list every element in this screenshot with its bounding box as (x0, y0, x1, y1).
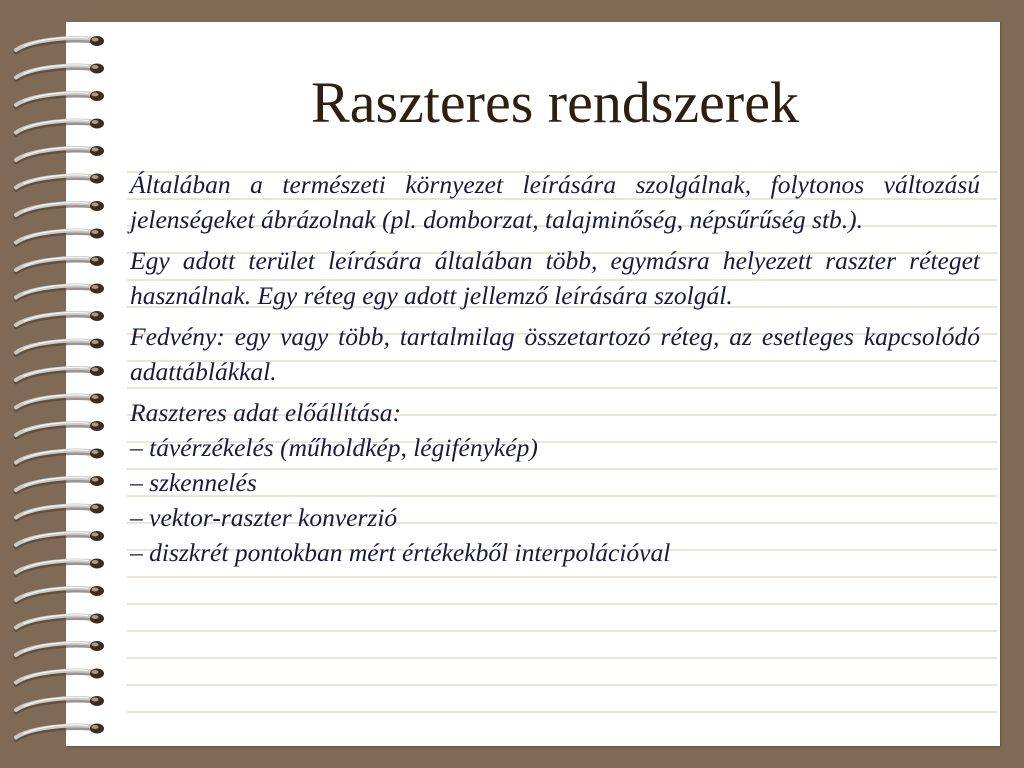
production-heading: Raszteres adat előállítása: (130, 398, 402, 427)
paragraph-coverage: Fedvény: egy vagy több, tartalmilag összetartozó réteg, az esetleges kapcsolódó adattáblákkal. (130, 322, 980, 386)
list-item: – vektor-raszter konverzió (130, 503, 398, 532)
production-list (130, 395, 980, 570)
list-item: – szkennelés (130, 468, 257, 497)
list-item: – távérzékelés (műholdkép, légifénykép) (130, 433, 538, 462)
paragraph-raster-usage: Általában a természeti környezet leírására szolgálnak, folytonos változású jelenségeket ábrázolnak (pl. domborzat, talajminőség, népsűrűség stb.). (130, 170, 980, 234)
paragraph-raster-layers: Egy adott terület leírására általában több, egymásra helyezett raszter réteget használnak. Egy réteg egy adott jellemző leírására szolgál. (130, 246, 980, 310)
slide-body (130, 167, 980, 570)
list-item: – diszkrét pontokban mért értékekből interpolációval (130, 538, 671, 567)
page-title: Raszteres rendszerek (311, 70, 799, 135)
